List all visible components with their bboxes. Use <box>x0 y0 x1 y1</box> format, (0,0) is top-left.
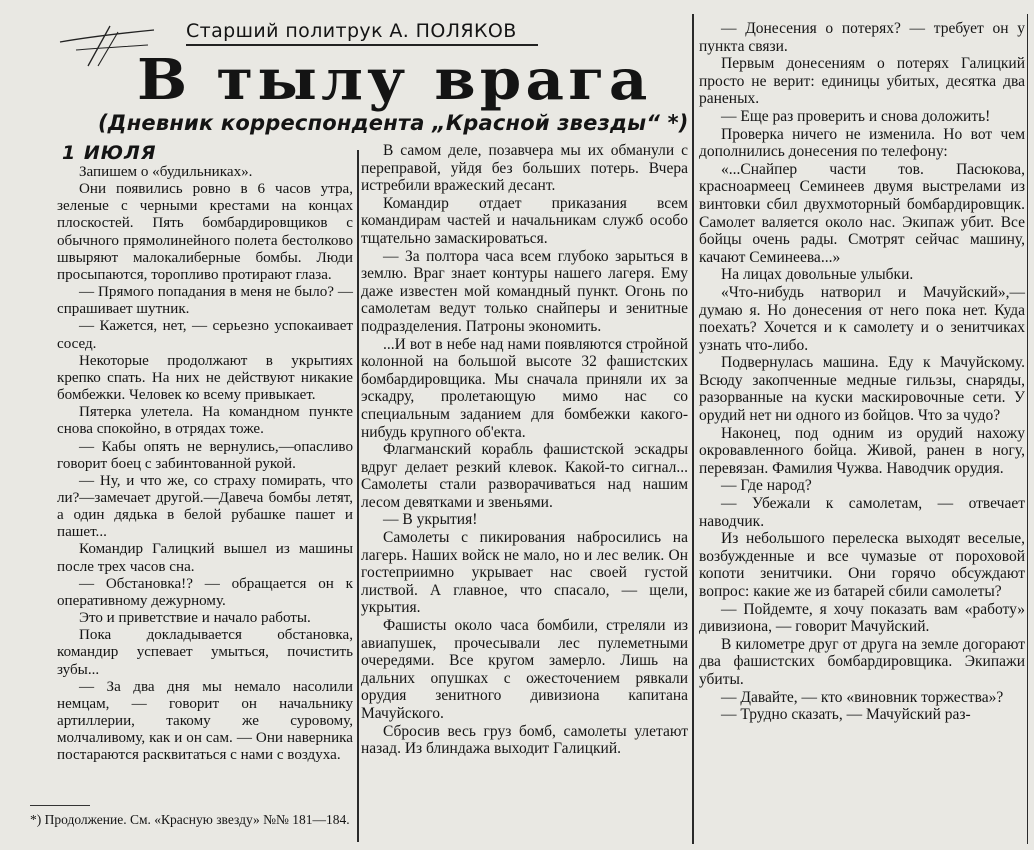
paragraph: Сбросив весь груз бомб, самолеты улетают назад. Из блиндажа выходит Галицкий. <box>361 722 688 758</box>
paragraph: Самолеты с пикирования набросились на лагерь. Наших войск не мало, но и лес велик. Он гостеприимно укрывает нас своей густой листвой. А главное, что спасало, — щели, укрытия. <box>361 529 688 617</box>
paragraph: — Пойдемте, я хочу показать вам «работу» дивизиона, — говорит Мачуйский. <box>699 600 1025 636</box>
paragraph: «Что-нибудь натворил и Мачуйский»,— думаю я. Но донесения от него пока нет. Куда поехать? Хочется и к самолету и о зенитчиках узнать что-либо. <box>699 283 1025 354</box>
paragraph: Подвернулась машина. Еду к Мачуйскому. Всюду закопченные медные гильзы, снаряды, разорванные на куски маскировочные сети. У орудий нет ни одного из бойцов. Что за чудо? <box>699 354 1025 425</box>
paragraph: Это и приветствие и начало работы. <box>79 610 311 627</box>
paragraph: Они появились ровно в 6 часов утра, зеленые с черными крестами на концах плоскостей. Пять бомбардировщиков с обычного прямолинейного полета бестолково швыряют малокалиберные бомбы. Люди просыпаются, торопливо протирают глаза. <box>57 181 353 283</box>
footnote-divider <box>30 805 90 806</box>
diary-dateline: 1 ИЮЛЯ <box>62 142 157 164</box>
paragraph: — За два дня мы немало насолили немцам, — говорит он начальнику артиллерии, такому же суровому, молчаливому, как и он сам. — Они наверника постараются расквитаться с нами с воздуха. <box>57 678 353 764</box>
paragraph: Командир Галицкий вышел из машины после трех часов сна. <box>57 541 353 575</box>
paragraph: Флагманский корабль фашистской эскадры вдруг делает резкий клевок. Какой-то сигнал... Самолеты стали разворачиваться над нашим лесом девятками и звеньями. <box>361 441 688 511</box>
paragraph: Пятерка улетела. На командном пункте снова спокойно, в отрядах тоже. <box>57 404 353 438</box>
paragraph: Наконец, под одним из орудий нахожу окровавленного бойца. Живой, ранен в ногу, перевязан. Фамилия Чужва. Наводчик орудия. <box>699 424 1025 477</box>
paragraph: Фашисты около часа бомбили, стреляли из авиапушек, прочесывали лес пулеметными очередями. Все кругом замерло. Лишь на дальних опушках с ожесточением рявкали орудия зенитного дивизиона капитана Мачуйского. <box>361 617 688 722</box>
paragraph: — Еще раз проверить и снова доложить! <box>721 107 991 125</box>
paragraph: Пока докладывается обстановка, командир успевает умыться, почистить зубы... <box>57 627 353 678</box>
paragraph: — Трудно сказать, — Мачуйский раз- <box>721 706 971 724</box>
paragraph: — За полтора часа всем глубоко зарыться в землю. Враг знает контуры нашего лагеря. Ему даже известен мой командный пункт. Огонь по самолетам ведут только снайперы и зенитные подразделения. Патроны экономить. <box>361 247 688 335</box>
paragraph: — Где народ? <box>721 477 812 495</box>
paragraph: — Донесения о потерях? — требует он у пункта связи. <box>699 20 1025 55</box>
paragraph: — Кабы опять не вернулись,—опасливо говорит боец с забинтованной рукой. <box>57 438 353 472</box>
paragraph: В километре друг от друга на земле догорают два фашистских бомбардировщика. Экипажи убиты. <box>699 635 1025 688</box>
text-column-2 <box>361 142 688 758</box>
column-divider <box>357 150 359 842</box>
paragraph: Первым донесениям о потерях Галицкий просто не верит: единицы убитых, десятка два раненых. <box>699 55 1025 108</box>
footnote: *) Продолжение. См. «Красную звезду» №№ 181—184. <box>30 812 350 827</box>
page-edge-rule <box>1027 14 1028 844</box>
text-column-1 <box>57 164 353 764</box>
column-divider <box>692 14 694 844</box>
paragraph: Командир отдает приказания всем командирам частей и начальникам служб особо тщательно замаскироваться. <box>361 194 688 247</box>
article-headline: В тылу врага <box>137 47 652 113</box>
paragraph: — Прямого попадания в меня не было? — спрашивает шутник. <box>57 284 353 318</box>
paragraph: Проверка ничего не изменила. Но вот чем дополнились донесения по телефону: <box>699 125 1025 161</box>
article-subtitle: (Дневник корреспондента „Красной звезды“ *) <box>98 111 689 135</box>
paragraph: — Кажется, нет, — серьезно успокаивает сосед. <box>57 318 353 352</box>
paragraph: Запишем о «будильниках». <box>79 164 253 180</box>
paragraph: — Убежали к самолетам, — отвечает наводчик. <box>699 495 1025 530</box>
paragraph: В самом деле, позавчера мы их обманули с переправой, уйдя без больших потерь. Вчера истребили вражеский десант. <box>361 142 688 195</box>
paragraph: Некоторые продолжают в укрытиях крепко спать. На них не действуют никакие бомбежки. Человек ко всему привыкает. <box>57 352 353 404</box>
paragraph: — Обстановка!? — обращается он к оперативному дежурному. <box>57 575 353 609</box>
paragraph: Из небольшого перелеска выходят веселые, возбужденные и все чумазые от пороховой копоти зенитчики. Они горячо обсуждают вопрос: какие же из батарей сбили самолеты? <box>699 530 1025 600</box>
paragraph: — Давайте, — кто «виновник торжества»? <box>721 688 1004 706</box>
paragraph: — Ну, и что же, со страху помирать, что ли?—замечает другой.—Давеча бомбы летят, а один дядька в белой рубашке пашет и пашет... <box>57 472 353 541</box>
paragraph: На лицах довольные улыбки. <box>721 266 914 284</box>
paragraph: — В укрытия! <box>383 511 478 529</box>
text-column-3 <box>699 20 1025 724</box>
paragraph: ...И вот в небе над нами появляются стройной колонной на большой высоте 32 фашистских бомбардировщика. Мы сначала приняли их за эскадру, пролетающую мимо нас со специальным заданием для бомбежки какого-нибудь крупного об'екта. <box>361 335 688 441</box>
paragraph: «...Снайпер части тов. Пасюкова, красноармеец Семинеев двумя выстрелами из винтовки сбил двухмоторный бомбардировщик. Самолет валяется около нас. Экипаж убит. Все бойцы очень рады. Смотрят сейчас машину, качают Семинеева...» <box>699 160 1025 266</box>
article-byline: Старший политрук А. ПОЛЯКОВ <box>186 20 538 46</box>
